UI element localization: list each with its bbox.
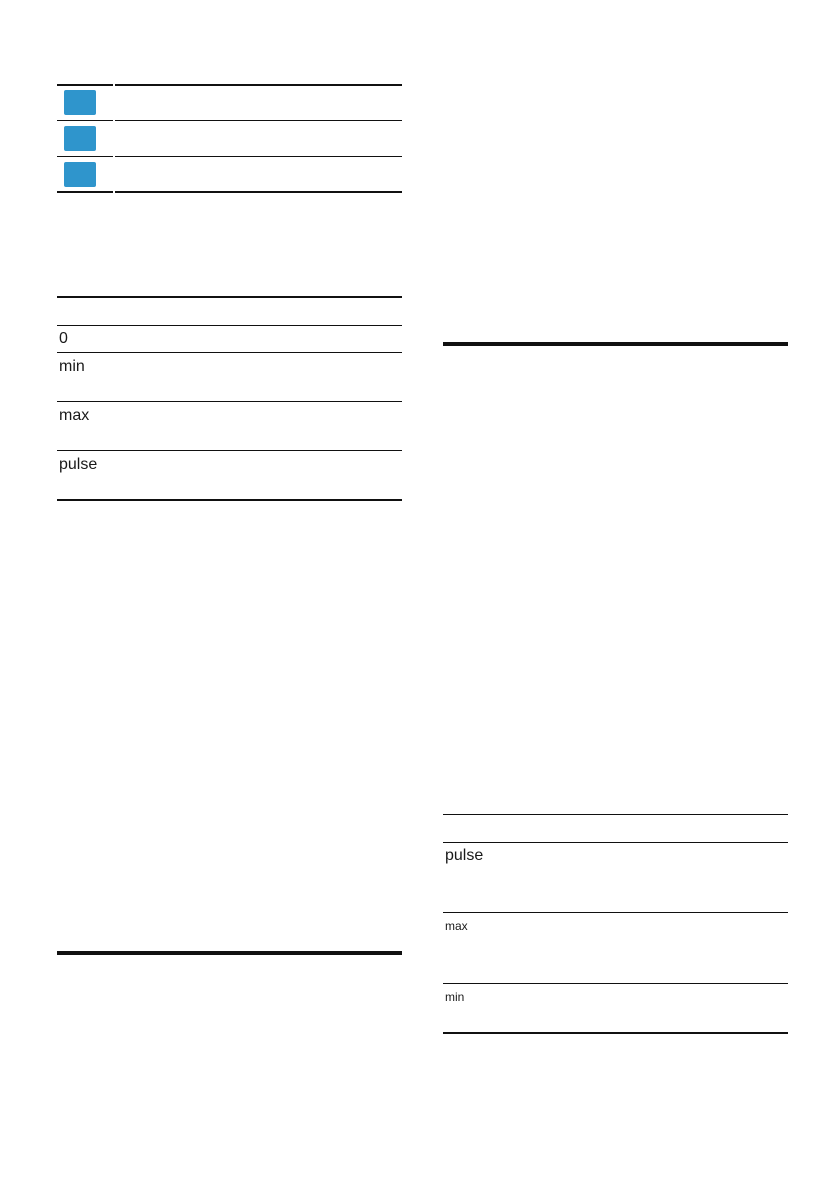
table-rule: [57, 499, 402, 501]
setting-label-min: min: [59, 358, 85, 375]
setting-label-pulse: pulse: [59, 456, 98, 473]
setting-label-pulse: pulse: [445, 847, 484, 864]
icon-legend-table: [57, 84, 402, 192]
table-rule: [57, 84, 402, 86]
column-gap: [113, 84, 115, 193]
setting-label-min: min: [445, 990, 465, 1004]
table-rule: [57, 156, 402, 157]
icon-legend-row: [57, 156, 402, 192]
icon-legend-row: [57, 84, 402, 120]
table-rule: [57, 325, 402, 326]
setting-label-max: max: [445, 919, 468, 933]
table-rule: [443, 814, 788, 815]
table-rule: [443, 912, 788, 913]
speed-settings-table-right: [443, 814, 788, 1036]
setting-label-off: 0: [59, 330, 68, 347]
table-rule: [57, 120, 402, 121]
table-rule: [57, 296, 402, 298]
table-rule: [57, 450, 402, 451]
table-rule: [443, 983, 788, 984]
table-rule: [443, 842, 788, 843]
table-rule: [57, 191, 402, 193]
section-divider: [57, 951, 402, 955]
speed-settings-table-left: [57, 296, 402, 502]
table-rule: [443, 1032, 788, 1034]
blue-square-icon: [64, 126, 96, 151]
table-rule: [57, 352, 402, 353]
setting-label-max: max: [59, 407, 90, 424]
table-rule: [57, 401, 402, 402]
section-divider: [443, 342, 788, 346]
icon-legend-row: [57, 120, 402, 156]
blue-square-icon: [64, 90, 96, 115]
blue-square-icon: [64, 162, 96, 187]
